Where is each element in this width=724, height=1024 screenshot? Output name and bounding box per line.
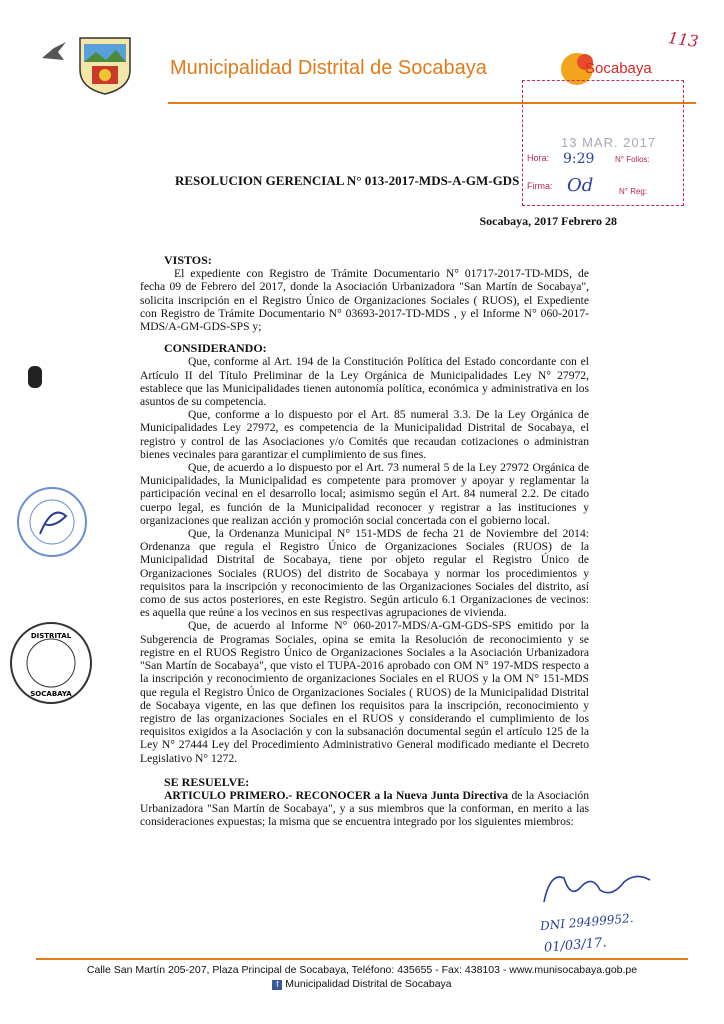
svg-text:DISTRITAL: DISTRITAL	[30, 632, 72, 640]
handwritten-dni: DNI 29499952.	[539, 910, 635, 934]
vistos-heading: VISTOS:	[164, 253, 212, 267]
municipal-round-seal	[8, 620, 94, 706]
reception-stamp	[522, 80, 684, 206]
stamp-firma-value: Od	[567, 175, 594, 196]
facebook-icon: f	[272, 980, 282, 990]
considerando-3: Que, de acuerdo a lo dispuesto por el Art. 73 numeral 5 de la Ley 27972 Orgánica de Municipalidades, la Municipalidad es competente para promover y apoyar y reglamentar la participación vecinal en el desarrollo local; asimismo según el Art. 84 numeral 2.2. De citado cuerpo legal, es función de la Municipalidad reconocer y registrar a las instituciones y organizaciones que realizan acción y promoción social concertada con el gobierno local.	[140, 461, 589, 527]
document-body	[140, 254, 589, 829]
considerando-5: Que, de acuerdo al Informe N° 060-2017-MDS/A-GM-GDS-SPS emitido por la Subgerencia de Programas Sociales, opina se emita la Resolución de reconocimiento y se registre en el RUOS Registro Único de Organizaciones Sociales a la Asociación Urbanizadora "San Martín de Socabaya", que visto el TUPA-2016 aprobado con OM N° 197-MDS respecto a la inscripción y reconocimiento de organizaciones Sociales en el RUOS y la OM N° 151-MDS que regula el Registro Único de Organizaciones Sociales ( RUOS) de la Municipalidad Distrital de Socabaya vigente, en las que definen los requisitos para la inscripción, reconocimiento y registro de las organizaciones Sociales en el RUOS y considerando el cumplimiento de los requisitos exigidos a la Asociación y con la subsanación documental según el artículo 125 de la Ley N° 27444 Ley del Procedimiento Administrativo General modificado mediante el Decreto Legislativo N° 1272.	[140, 619, 589, 765]
articulo-primero-label: ARTICULO PRIMERO.- RECONOCER a la Nueva Junta Directiva	[164, 788, 509, 802]
vistos-text: El expediente con Registro de Trámite Documentario N° 01717-2017-TD-MDS, de fecha 09 de Febrero del 2017, donde la Asociación Urbanizadora "San Martín de Socabaya", solicita inscripción en el Registro Único de Organizaciones Sociales ( RUOS), el Expediente con Registro de Trámite Documentario N° 03693-2017-TD-MDS , y el Informe N° 060-2017-MDS/A-GM-GDS-SPS y;	[140, 267, 589, 334]
footer-rule	[36, 958, 688, 960]
resuelve-heading: SE RESUELVE:	[164, 774, 250, 789]
municipality-title: Municipalidad Distrital de Socabaya	[170, 57, 487, 79]
stamp-hora-value: 9:29	[563, 151, 595, 167]
footer-social	[0, 978, 724, 990]
considerando-1: Que, conforme al Art. 194 de la Constitución Política del Estado concordante con el Artículo II del Título Preliminar de la Ley Orgánica de Municipalidades Ley N° 27972, establece que las Municipalidades tienen autonomía política, económica y administrativa en los asuntos de su competencia.	[140, 355, 589, 409]
footer-address: Calle San Martín 205-207, Plaza Principal de Socabaya, Teléfono: 435655 - Fax: 438103 - www.munisocabaya.gob.pe	[86, 964, 638, 976]
municipal-crest	[74, 30, 136, 96]
handwritten-signature	[540, 868, 660, 908]
stamp-firma-label: Firma:	[527, 181, 553, 191]
articulo-primero-text: de la Asociación Urbanizadora "San Martín de Socabaya", y a sus miembros que la conforman, en merito a las consideraciones expuestas; la misma que se encuentra integrado por los siguientes miembros:	[140, 788, 590, 829]
handwritten-date: 01/03/17.	[543, 935, 608, 956]
svg-text:SOCABAYA: SOCABAYA	[30, 690, 72, 698]
footer-social-text: Municipalidad Distrital de Socabaya	[285, 978, 452, 990]
bird-emblem	[40, 40, 68, 62]
stamp-hora-label: Hora:	[527, 153, 550, 163]
stamp-reg-label: N° Reg:	[619, 187, 648, 196]
hole-punch-mark	[28, 366, 42, 388]
brand-logo-text: Socabaya	[585, 60, 652, 77]
page-number-handwritten: 113	[666, 27, 700, 52]
resolution-title: RESOLUCION GERENCIAL N° 013-2017-MDS-A-GM-GDS	[175, 173, 520, 188]
place-date: Socabaya, 2017 Febrero 28	[479, 214, 617, 228]
blue-round-seal	[14, 484, 90, 560]
considerando-heading: CONSIDERANDO:	[164, 341, 267, 356]
stamp-date: 13 MAR. 2017	[561, 135, 657, 150]
stamp-folios-label: N° Folios:	[615, 155, 650, 164]
articulo-primero	[140, 789, 589, 829]
considerando-4: Que, la Ordenanza Municipal N° 151-MDS de fecha 21 de Noviembre del 2014: Ordenanza que regula el Registro Único de Organizaciones Sociales (RUOS) de la Municipalidad Distrital de Socabaya, tiene por objeto regular el Registro Único de Organizaciones Sociales (RUOS) del distrito de Socabaya y normar los procedimientos y requisitos para la inscripción y reconocimiento de las Organizaciones Sociales del distrito, así como de sus actos posteriores, en este Registro. Según articulo 6.1 Organizaciones de vecinos: es aquella que reúne a los vecinos en sus respectivas agrupaciones de vivienda.	[140, 527, 589, 620]
considerando-2: Que, conforme a lo dispuesto por el Art. 85 numeral 3.3. De la Ley Orgánica de Municipalidades Ley 27972, es competencia de la Municipalidad Distrital de Socabaya, el registro y control de las Asociaciones y/o Comités que recaudan cotizaciones o administran bienes vecinales para garantizar el cumplimiento de sus fines.	[140, 408, 589, 461]
